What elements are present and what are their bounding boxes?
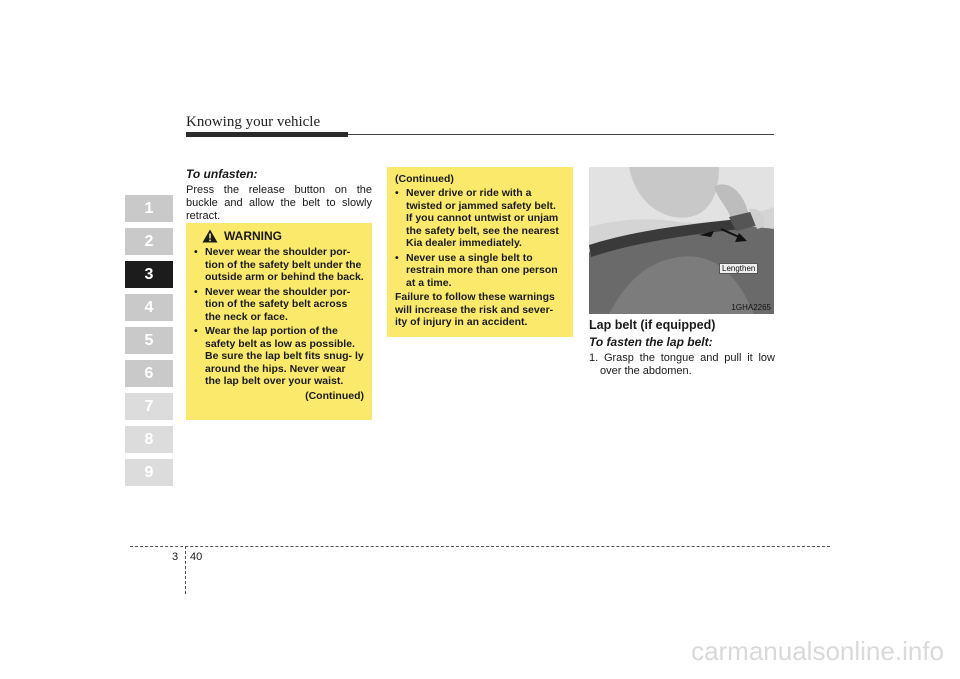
chapter-tab-5[interactable]: 5: [125, 327, 173, 354]
chapter-tab-4[interactable]: 4: [125, 294, 173, 321]
page-number: 40: [190, 551, 203, 563]
chapter-tab-3[interactable]: 3: [125, 261, 173, 288]
chapter-tab-7[interactable]: 7: [125, 393, 173, 420]
chapter-tab-2[interactable]: 2: [125, 228, 173, 255]
lap-belt-figure: [589, 167, 774, 314]
warning-continued: (Continued): [305, 389, 364, 402]
page-chapter-number: 3: [172, 551, 179, 563]
continued-footer-text: Failure to follow these warnings will increase the risk and sever- ity of injury in an accident.: [395, 291, 555, 328]
unfasten-heading: To unfasten:: [186, 167, 258, 181]
continued-item: • Never drive or ride with a twisted or jammed safety belt. If you cannot untwist or unjam the safety belt, see the nearest Kia dealer immediately.: [395, 187, 559, 249]
header-bar: [186, 132, 348, 137]
page-header-title: Knowing your vehicle: [186, 114, 321, 130]
lap-belt-title: Lap belt (if equipped): [589, 318, 716, 332]
chapter-tab-8[interactable]: 8: [125, 426, 173, 453]
unfasten-section: [186, 167, 372, 223]
continued-heading: (Continued): [395, 173, 454, 185]
warning-list: [194, 246, 364, 388]
lap-belt-illustration: [589, 167, 774, 314]
lap-belt-subheading: To fasten the lap belt:: [589, 335, 713, 349]
chapter-tab-1[interactable]: 1: [125, 195, 173, 222]
warning-item: • Never wear the shoulder por- tion of the safety belt under the outside arm or behind the back.: [194, 246, 364, 283]
header-rule: [348, 134, 774, 135]
warning-item: • Wear the lap portion of the safety belt as low as possible. Be sure the lap belt fits snug- ly around the hips. Never wear the lap belt over your waist.: [194, 325, 364, 387]
warning-header: [202, 229, 364, 243]
continued-item: • Never use a single belt to restrain more than one person at a time.: [395, 251, 558, 289]
continued-warning-box: [387, 167, 573, 337]
chapter-tabs: [125, 195, 173, 492]
figure-code: 1GHA2265: [731, 303, 771, 312]
chapter-tab-9[interactable]: 9: [125, 459, 173, 486]
lap-belt-section: [589, 318, 775, 378]
warning-box: [186, 223, 372, 420]
lap-belt-step-1: 1. Grasp the tongue and pull it low over the abdomen.: [589, 352, 775, 377]
lengthen-label: Lengthen: [719, 263, 758, 274]
unfasten-text: Press the release button on the buckle and allow the belt to slowly retract.: [186, 184, 372, 222]
watermark-text: carmanualsonline.info: [691, 636, 944, 666]
continued-list: [395, 187, 565, 289]
footer-rule: [130, 546, 830, 547]
warning-item: • Never wear the shoulder por- tion of the safety belt across the neck or face.: [194, 285, 351, 323]
warning-title: WARNING: [224, 229, 282, 243]
footer-divider: [185, 546, 186, 594]
warning-triangle-icon: [202, 229, 218, 243]
chapter-tab-6[interactable]: 6: [125, 360, 173, 387]
